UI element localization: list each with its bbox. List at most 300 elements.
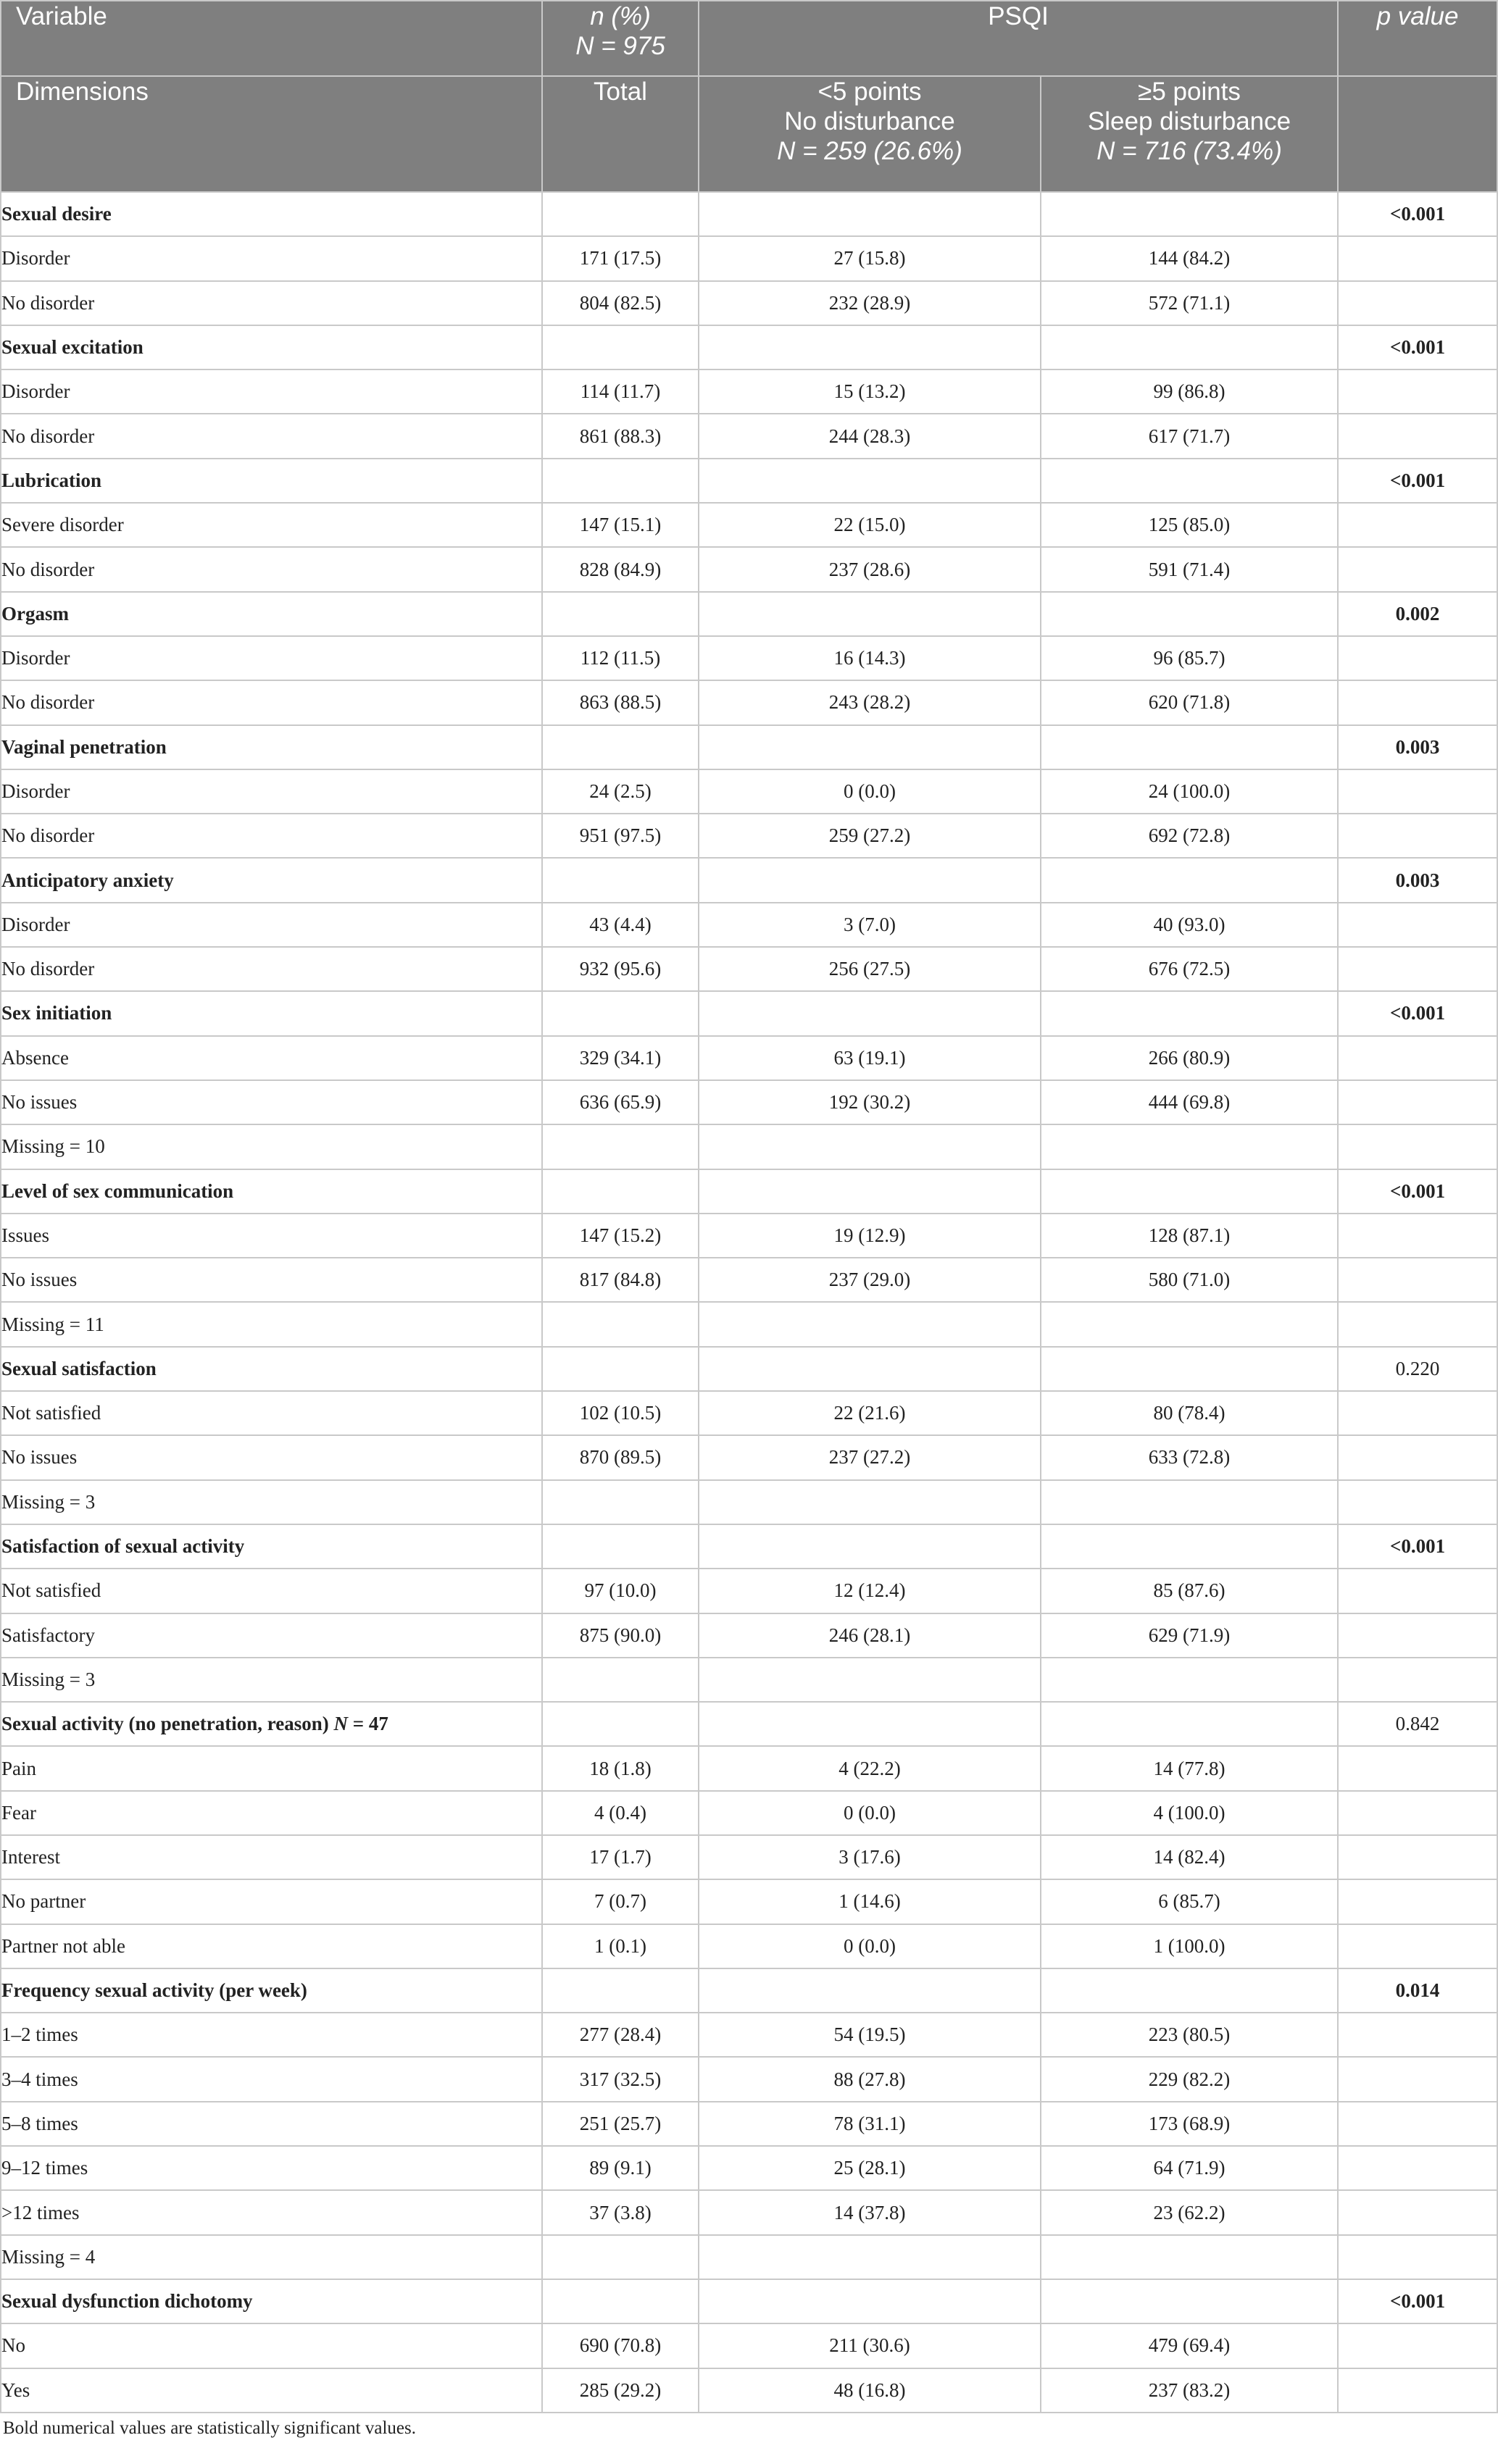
row-label [1, 414, 542, 458]
row-label [1, 236, 542, 280]
cell-lt5: 192 (30.2) [699, 1080, 1041, 1124]
row-label [1, 2368, 542, 2413]
table-row [1, 414, 1497, 458]
row-label [1, 2279, 542, 2323]
cell-ge5 [1041, 1169, 1338, 1214]
table-row [1, 2013, 1497, 2057]
cell-lt5: 211 (30.6) [699, 2323, 1041, 2368]
row-label [1, 1658, 542, 1702]
section-row [1, 1347, 1497, 1391]
row-label-text: No disorder [1, 958, 95, 980]
row-label [1, 592, 542, 636]
row-label [1, 1879, 542, 1924]
row-label-text: Partner not able [1, 1934, 125, 1957]
cell-ge5: 144 (84.2) [1041, 236, 1338, 280]
cell-lt5 [699, 1968, 1041, 2013]
row-label-text: Severe disorder [1, 514, 124, 536]
cell-lt5: 16 (14.3) [699, 636, 1041, 680]
cell-lt5 [699, 725, 1041, 769]
cell-total: 147 (15.1) [542, 503, 699, 547]
table-row [1, 1480, 1497, 1524]
row-label [1, 858, 542, 902]
table-row [1, 1569, 1497, 1613]
table-row [1, 1835, 1497, 1879]
table-row [1, 1879, 1497, 1924]
cell-total: 828 (84.9) [542, 547, 699, 591]
row-label-text: No disorder [1, 558, 95, 580]
table-row [1, 1124, 1497, 1169]
table-row [1, 236, 1497, 280]
header-lt5-n: N = 259 (26.6%) [777, 137, 962, 165]
cell-lt5: 88 (27.8) [699, 2057, 1041, 2101]
cell-lt5 [699, 1169, 1041, 1214]
row-label [1, 1258, 542, 1302]
row-label-text: Disorder [1, 380, 70, 403]
cell-total: 636 (65.9) [542, 1080, 699, 1124]
cell-ge5: 591 (71.4) [1041, 547, 1338, 591]
cell-ge5: 4 (100.0) [1041, 1791, 1338, 1835]
cell-lt5 [699, 1480, 1041, 1524]
cell-ge5: 23 (62.2) [1041, 2190, 1338, 2234]
table-row [1, 769, 1497, 814]
cell-ge5 [1041, 592, 1338, 636]
section-row [1, 858, 1497, 902]
header-ge5-desc: Sleep disturbance [1087, 107, 1291, 135]
row-label-text: Interest [1, 1846, 60, 1868]
cell-p-value: 0.003 [1338, 725, 1497, 769]
row-label-text: No issues [1, 1091, 78, 1114]
section-row [1, 1169, 1497, 1214]
cell-lt5: 237 (27.2) [699, 1435, 1041, 1479]
cell-lt5 [699, 858, 1041, 902]
cell-total [542, 1702, 699, 1746]
cell-ge5: 24 (100.0) [1041, 769, 1338, 814]
cell-ge5 [1041, 1124, 1338, 1169]
row-label [1, 1924, 542, 1968]
cell-ge5: 692 (72.8) [1041, 814, 1338, 858]
cell-lt5: 237 (28.6) [699, 547, 1041, 591]
row-label [1, 991, 542, 1035]
row-label-text: Disorder [1, 247, 70, 270]
table-row [1, 1791, 1497, 1835]
row-label [1, 1169, 542, 1214]
row-label-text: 3–4 times [1, 2068, 78, 2090]
cell-p-value [1338, 1080, 1497, 1124]
cell-total: 114 (11.7) [542, 369, 699, 414]
cell-p-value: 0.014 [1338, 1968, 1497, 2013]
table-row [1, 2235, 1497, 2279]
cell-lt5 [699, 1347, 1041, 1391]
cell-ge5: 1 (100.0) [1041, 1924, 1338, 1968]
cell-ge5 [1041, 1347, 1338, 1391]
cell-total: 18 (1.8) [542, 1746, 699, 1790]
cell-total: 171 (17.5) [542, 236, 699, 280]
row-label [1, 1391, 542, 1435]
cell-total [542, 1658, 699, 1702]
row-label [1, 369, 542, 414]
cell-total: 43 (4.4) [542, 903, 699, 947]
cell-total [542, 192, 699, 236]
cell-ge5 [1041, 991, 1338, 1035]
cell-ge5 [1041, 1524, 1338, 1569]
cell-p-value [1338, 2057, 1497, 2101]
header-psqi: PSQI [699, 1, 1338, 76]
cell-lt5: 3 (17.6) [699, 1835, 1041, 1879]
table-row [1, 2057, 1497, 2101]
header-dimensions: Dimensions [1, 76, 542, 192]
row-label-text: Missing = 10 [1, 1135, 105, 1158]
table-row [1, 2323, 1497, 2368]
row-label-text: Fear [1, 1801, 36, 1824]
row-label [1, 1036, 542, 1080]
row-label-text: No partner [1, 1890, 86, 1913]
row-label [1, 459, 542, 503]
table-row [1, 1391, 1497, 1435]
cell-p-value [1338, 1435, 1497, 1479]
table-row [1, 1080, 1497, 1124]
cell-ge5: 6 (85.7) [1041, 1879, 1338, 1924]
cell-ge5: 80 (78.4) [1041, 1391, 1338, 1435]
cell-ge5: 617 (71.7) [1041, 414, 1338, 458]
row-label-text: No disorder [1, 691, 95, 714]
row-label-text: Disorder [1, 647, 70, 669]
cell-lt5: 0 (0.0) [699, 769, 1041, 814]
row-label-text: No disorder [1, 291, 95, 314]
header-n-pct-label: n (%) [590, 2, 651, 30]
cell-lt5: 244 (28.3) [699, 414, 1041, 458]
cell-p-value [1338, 1480, 1497, 1524]
cell-p-value [1338, 1658, 1497, 1702]
row-label-text: Disorder [1, 913, 70, 935]
section-row [1, 1702, 1497, 1746]
cell-p-value: 0.003 [1338, 858, 1497, 902]
row-label [1, 947, 542, 991]
section-row [1, 192, 1497, 236]
row-label-text: Disorder [1, 780, 70, 802]
cell-lt5 [699, 2235, 1041, 2279]
cell-ge5 [1041, 1702, 1338, 1746]
cell-p-value [1338, 1214, 1497, 1258]
cell-lt5: 0 (0.0) [699, 1791, 1041, 1835]
row-label [1, 636, 542, 680]
cell-lt5: 237 (29.0) [699, 1258, 1041, 1302]
cell-lt5 [699, 2279, 1041, 2323]
cell-p-value [1338, 1879, 1497, 1924]
row-label-text: 1–2 times [1, 2024, 78, 2046]
row-label-text: Sexual excitation [1, 336, 143, 359]
row-label [1, 1302, 542, 1346]
cell-total: 24 (2.5) [542, 769, 699, 814]
cell-lt5: 54 (19.5) [699, 2013, 1041, 2057]
table-body [1, 192, 1497, 2413]
row-label [1, 547, 542, 591]
table-row [1, 947, 1497, 991]
cell-total [542, 1968, 699, 2013]
header-lt5-points: <5 points [817, 78, 922, 106]
cell-total: 147 (15.2) [542, 1214, 699, 1258]
section-row [1, 1968, 1497, 2013]
row-label [1, 1835, 542, 1879]
cell-lt5: 22 (21.6) [699, 1391, 1041, 1435]
cell-p-value: <0.001 [1338, 192, 1497, 236]
row-label-text: Sexual dysfunction dichotomy [1, 2290, 253, 2313]
cell-p-value: <0.001 [1338, 459, 1497, 503]
cell-total: 861 (88.3) [542, 414, 699, 458]
cell-total [542, 1302, 699, 1346]
cell-ge5 [1041, 1480, 1338, 1524]
cell-p-value [1338, 903, 1497, 947]
cell-lt5 [699, 991, 1041, 1035]
table-row [1, 2190, 1497, 2234]
cell-lt5: 243 (28.2) [699, 680, 1041, 724]
header-row-1 [1, 1, 1497, 76]
cell-total: 7 (0.7) [542, 1879, 699, 1924]
row-label [1, 903, 542, 947]
cell-p-value [1338, 947, 1497, 991]
row-label-text: Pain [1, 1757, 37, 1779]
header-p-empty [1338, 76, 1497, 192]
cell-total [542, 325, 699, 369]
cell-p-value: <0.001 [1338, 1524, 1497, 1569]
cell-p-value: 0.220 [1338, 1347, 1497, 1391]
cell-total: 277 (28.4) [542, 2013, 699, 2057]
header-variable: Variable [1, 1, 542, 76]
table-row [1, 1746, 1497, 1790]
row-label-text: 9–12 times [1, 2157, 88, 2179]
cell-p-value [1338, 369, 1497, 414]
row-label [1, 1124, 542, 1169]
cell-ge5: 125 (85.0) [1041, 503, 1338, 547]
cell-ge5: 229 (82.2) [1041, 2057, 1338, 2101]
cell-total [542, 592, 699, 636]
header-ge5-n: N = 716 (73.4%) [1097, 137, 1282, 165]
cell-ge5 [1041, 2279, 1338, 2323]
cell-lt5: 27 (15.8) [699, 236, 1041, 280]
row-label [1, 2323, 542, 2368]
cell-ge5: 237 (83.2) [1041, 2368, 1338, 2413]
cell-total: 1 (0.1) [542, 1924, 699, 1968]
row-label-text: No issues [1, 1269, 78, 1291]
cell-lt5: 15 (13.2) [699, 369, 1041, 414]
row-label-text: Level of sex communication [1, 1179, 234, 1202]
row-label-text: Yes [1, 2379, 30, 2401]
cell-total: 875 (90.0) [542, 1613, 699, 1658]
row-label [1, 1480, 542, 1524]
cell-lt5 [699, 1524, 1041, 1569]
row-label [1, 769, 542, 814]
row-label-text: Sexual desire [1, 203, 112, 225]
row-label-text: No issues [1, 1446, 78, 1469]
cell-ge5: 479 (69.4) [1041, 2323, 1338, 2368]
cell-lt5 [699, 1302, 1041, 1346]
cell-p-value: <0.001 [1338, 1169, 1497, 1214]
cell-total [542, 1347, 699, 1391]
cell-total [542, 1480, 699, 1524]
cell-p-value [1338, 236, 1497, 280]
cell-total [542, 459, 699, 503]
table-row [1, 1302, 1497, 1346]
section-row [1, 991, 1497, 1035]
cell-ge5: 580 (71.0) [1041, 1258, 1338, 1302]
cell-lt5 [699, 192, 1041, 236]
cell-lt5: 246 (28.1) [699, 1613, 1041, 1658]
cell-p-value [1338, 1613, 1497, 1658]
header-row-2 [1, 76, 1497, 192]
header-n-pct [542, 1, 699, 76]
cell-ge5 [1041, 325, 1338, 369]
row-label [1, 1702, 542, 1746]
table-row [1, 503, 1497, 547]
table-row [1, 1435, 1497, 1479]
cell-total [542, 1124, 699, 1169]
header-lt5-desc: No disturbance [784, 107, 955, 135]
row-label [1, 725, 542, 769]
cell-lt5 [699, 325, 1041, 369]
cell-total [542, 858, 699, 902]
row-label [1, 1214, 542, 1258]
cell-lt5: 63 (19.1) [699, 1036, 1041, 1080]
cell-p-value [1338, 1036, 1497, 1080]
table-row [1, 680, 1497, 724]
row-label-text: Missing = 3 [1, 1490, 96, 1513]
row-label-text: No disorder [1, 425, 95, 447]
row-label-text: Anticipatory anxiety [1, 869, 174, 891]
table-row [1, 814, 1497, 858]
section-row [1, 1524, 1497, 1569]
cell-total: 870 (89.5) [542, 1435, 699, 1479]
cell-lt5: 4 (22.2) [699, 1746, 1041, 1790]
row-label [1, 325, 542, 369]
cell-lt5: 232 (28.9) [699, 281, 1041, 325]
cell-p-value [1338, 1835, 1497, 1879]
cell-ge5: 444 (69.8) [1041, 1080, 1338, 1124]
cell-lt5: 0 (0.0) [699, 1924, 1041, 1968]
row-label [1, 1435, 542, 1479]
cell-lt5: 19 (12.9) [699, 1214, 1041, 1258]
cell-p-value [1338, 1258, 1497, 1302]
section-row [1, 725, 1497, 769]
cell-p-value [1338, 503, 1497, 547]
row-label [1, 814, 542, 858]
row-label-text: Missing = 3 [1, 1668, 96, 1690]
row-label [1, 2146, 542, 2190]
row-label [1, 1746, 542, 1790]
row-label-text: Sexual activity (no penetration, reason) [1, 1713, 334, 1735]
cell-total: 804 (82.5) [542, 281, 699, 325]
header-n-total: N = 975 [575, 32, 665, 60]
row-label [1, 2190, 542, 2234]
cell-lt5 [699, 1124, 1041, 1169]
cell-ge5: 173 (68.9) [1041, 2102, 1338, 2146]
cell-p-value: <0.001 [1338, 325, 1497, 369]
table-row [1, 1214, 1497, 1258]
cell-lt5: 1 (14.6) [699, 1879, 1041, 1924]
row-label-text: Not satisfied [1, 1402, 101, 1424]
cell-p-value [1338, 1391, 1497, 1435]
row-label-text: Sexual satisfaction [1, 1357, 157, 1379]
cell-lt5: 48 (16.8) [699, 2368, 1041, 2413]
cell-lt5: 25 (28.1) [699, 2146, 1041, 2190]
table-row [1, 636, 1497, 680]
cell-total [542, 2235, 699, 2279]
row-label-italic: N [333, 1713, 348, 1735]
cell-total [542, 2279, 699, 2323]
table-row [1, 547, 1497, 591]
row-label-text: No disorder [1, 824, 95, 847]
section-row [1, 325, 1497, 369]
row-label [1, 2235, 542, 2279]
cell-p-value [1338, 1569, 1497, 1613]
cell-p-value [1338, 1746, 1497, 1790]
cell-total: 932 (95.6) [542, 947, 699, 991]
cell-ge5: 266 (80.9) [1041, 1036, 1338, 1080]
row-label [1, 1347, 542, 1391]
cell-ge5 [1041, 192, 1338, 236]
cell-p-value [1338, 281, 1497, 325]
cell-ge5 [1041, 2235, 1338, 2279]
cell-p-value [1338, 769, 1497, 814]
cell-total: 89 (9.1) [542, 2146, 699, 2190]
cell-p-value [1338, 414, 1497, 458]
cell-total: 951 (97.5) [542, 814, 699, 858]
table-row [1, 2102, 1497, 2146]
table-row [1, 1613, 1497, 1658]
row-label [1, 1080, 542, 1124]
table-row [1, 2368, 1497, 2413]
cell-p-value [1338, 2146, 1497, 2190]
row-label-text: Orgasm [1, 602, 69, 625]
row-label-text: 5–8 times [1, 2112, 78, 2134]
cell-ge5: 85 (87.6) [1041, 1569, 1338, 1613]
table-row [1, 1924, 1497, 1968]
cell-ge5 [1041, 858, 1338, 902]
row-label [1, 680, 542, 724]
cell-p-value [1338, 680, 1497, 724]
cell-p-value: 0.842 [1338, 1702, 1497, 1746]
table-row [1, 369, 1497, 414]
cell-lt5: 259 (27.2) [699, 814, 1041, 858]
cell-total: 863 (88.5) [542, 680, 699, 724]
cell-ge5: 633 (72.8) [1041, 1435, 1338, 1479]
cell-ge5: 572 (71.1) [1041, 281, 1338, 325]
row-label [1, 2013, 542, 2057]
header-total: Total [542, 76, 699, 192]
header-ge5 [1041, 76, 1338, 192]
cell-p-value [1338, 1924, 1497, 1968]
cell-total: 329 (34.1) [542, 1036, 699, 1080]
cell-p-value [1338, 636, 1497, 680]
cell-lt5 [699, 1658, 1041, 1702]
cell-p-value [1338, 1302, 1497, 1346]
cell-p-value: 0.002 [1338, 592, 1497, 636]
table-row [1, 281, 1497, 325]
cell-ge5 [1041, 459, 1338, 503]
row-label-text: Not satisfied [1, 1579, 101, 1602]
cell-ge5 [1041, 1968, 1338, 2013]
cell-total [542, 725, 699, 769]
row-label-text: Absence [1, 1046, 69, 1069]
table-row [1, 903, 1497, 947]
cell-ge5: 40 (93.0) [1041, 903, 1338, 947]
row-label [1, 192, 542, 236]
header-lt5 [699, 76, 1041, 192]
cell-total: 285 (29.2) [542, 2368, 699, 2413]
row-label-text: Satisfactory [1, 1624, 95, 1646]
cell-p-value: <0.001 [1338, 991, 1497, 1035]
cell-ge5: 14 (77.8) [1041, 1746, 1338, 1790]
cell-lt5 [699, 1702, 1041, 1746]
cell-p-value [1338, 2368, 1497, 2413]
